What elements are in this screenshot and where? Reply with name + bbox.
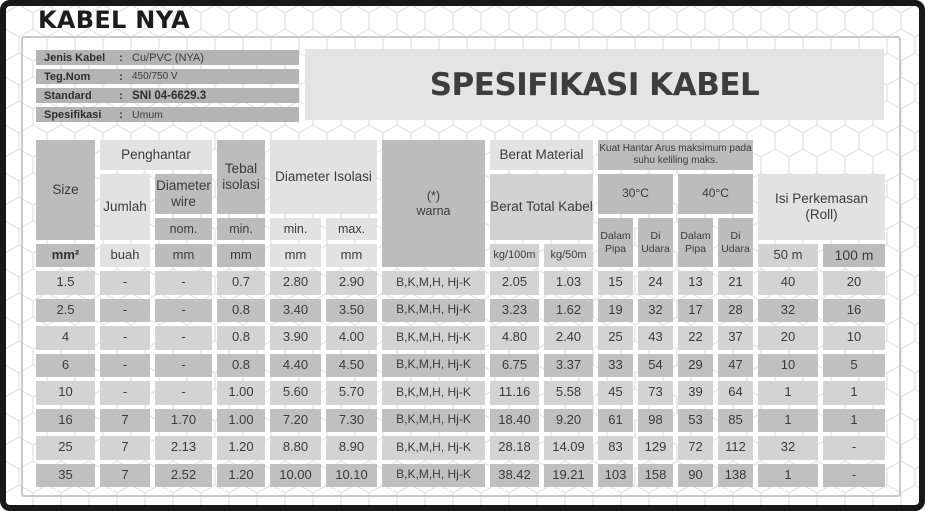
table-cell: 33 (598, 354, 633, 378)
table-cell: 83 (598, 436, 633, 460)
unit-mm-nom: mm (155, 244, 212, 267)
info-label: Jenis Kabel (44, 51, 106, 64)
unit-kg-100m: kg/100m (490, 244, 539, 267)
info-separator: : (119, 108, 123, 121)
table-cell: 2.5 (36, 299, 95, 323)
info-separator: : (119, 70, 123, 83)
table-cell: B,K,M,H, Hj-K (382, 464, 485, 488)
table-cell: 15 (598, 271, 633, 295)
header-nom: nom. (155, 218, 212, 240)
table-cell: 20 (758, 326, 818, 350)
table-cell: 7 (100, 464, 150, 488)
table-cell: 5.70 (326, 381, 377, 405)
table-cell: 1.00 (217, 381, 265, 405)
header-isi-perkemasan-line2: (Roll) (805, 207, 838, 222)
table-cell: 1.20 (217, 464, 265, 488)
table-cell: - (823, 436, 885, 460)
table-cell: 10 (823, 326, 885, 350)
table-cell: 10 (758, 354, 818, 378)
unit-roll-100m: 100 m (823, 244, 885, 267)
table-cell: 4.50 (326, 354, 377, 378)
table-cell: 22 (678, 326, 713, 350)
table-cell: 5.60 (270, 381, 321, 405)
table-cell: 4.00 (326, 326, 377, 350)
table-cell: 7 (100, 436, 150, 460)
table-cell: 10.00 (270, 464, 321, 488)
info-value: 450/750 V (132, 71, 178, 82)
header-40c: 40°C (678, 174, 753, 214)
info-value: Umum (132, 108, 163, 121)
table-cell: 0.7 (217, 271, 265, 295)
table-cell: - (823, 464, 885, 488)
unit-size-mm2: mm² (36, 244, 95, 267)
table-cell: B,K,M,H, Hj-K (382, 354, 485, 378)
table-cell: 1.70 (155, 409, 212, 433)
header-diameter-wire: Diameter wire (155, 174, 212, 214)
info-label: Standard (44, 89, 92, 102)
table-cell: 54 (638, 354, 673, 378)
header-kuat-hantar-arus: Kuat Hantar Arus maksimum pada suhu keliling maks. (598, 140, 753, 170)
header-tebal-isolasi: Tebal isolasi (217, 140, 265, 214)
table-cell: - (155, 299, 212, 323)
table-cell: 16 (36, 409, 95, 433)
table-cell: 2.80 (270, 271, 321, 295)
table-cell: 73 (638, 381, 673, 405)
table-cell: 4 (36, 326, 95, 350)
table-cell: 3.40 (270, 299, 321, 323)
table-cell: 2.52 (155, 464, 212, 488)
table-cell: - (155, 326, 212, 350)
header-warna-label: warna (416, 203, 451, 218)
header-di-udara-30: Di Udara (638, 218, 673, 267)
table-cell: 158 (638, 464, 673, 488)
header-warna (382, 140, 485, 267)
table-cell: 72 (678, 436, 713, 460)
table-cell: 103 (598, 464, 633, 488)
table-cell: 0.8 (217, 354, 265, 378)
spec-table (36, 140, 885, 487)
unit-mm-max: mm (326, 244, 377, 267)
table-cell: 18.40 (490, 409, 539, 433)
header-isi-perkemasan (758, 174, 885, 240)
info-row-jenis-kabel (36, 50, 299, 65)
table-cell: 39 (678, 381, 713, 405)
table-cell: 7 (100, 409, 150, 433)
table-cell: 3.90 (270, 326, 321, 350)
table-cell: 32 (638, 299, 673, 323)
table-cell: 1.03 (544, 271, 593, 295)
table-cell: 7.30 (326, 409, 377, 433)
table-cell: 17 (678, 299, 713, 323)
table-cell: 38.42 (490, 464, 539, 488)
info-separator: : (119, 89, 123, 102)
table-cell: - (100, 326, 150, 350)
table-cell: 28.18 (490, 436, 539, 460)
table-cell: 9.20 (544, 409, 593, 433)
table-cell: 25 (598, 326, 633, 350)
header-jumlah: Jumlah (100, 174, 150, 240)
table-cell: 2.13 (155, 436, 212, 460)
table-cell: 7.20 (270, 409, 321, 433)
table-cell: 5 (823, 354, 885, 378)
table-cell: B,K,M,H, Hj-K (382, 436, 485, 460)
table-cell: 129 (638, 436, 673, 460)
cable-info-block (36, 50, 299, 126)
table-cell: 90 (678, 464, 713, 488)
table-cell: B,K,M,H, Hj-K (382, 381, 485, 405)
table-cell: 1 (823, 409, 885, 433)
info-label: Spesifikasi (44, 108, 102, 121)
unit-roll-50m: 50 m (758, 244, 818, 267)
table-cell: 85 (718, 409, 753, 433)
table-cell: 5.58 (544, 381, 593, 405)
table-cell: 2.05 (490, 271, 539, 295)
table-cell: - (155, 271, 212, 295)
table-cell: 28 (718, 299, 753, 323)
table-cell: 21 (718, 271, 753, 295)
table-cell: B,K,M,H, Hj-K (382, 299, 485, 323)
table-cell: 11.16 (490, 381, 539, 405)
header-diameter-isolasi: Diameter Isolasi (270, 140, 377, 214)
header-min-tebal: min. (217, 218, 265, 240)
table-cell: 24 (638, 271, 673, 295)
header-berat-total-kabel: Berat Total Kabel (490, 174, 593, 240)
table-cell: B,K,M,H, Hj-K (382, 409, 485, 433)
header-dalam-pipa-30: Dalam Pipa (598, 218, 633, 267)
table-cell: - (155, 354, 212, 378)
table-cell: 20 (823, 271, 885, 295)
table-cell: 19.21 (544, 464, 593, 488)
header-berat-material: Berat Material (490, 140, 593, 170)
table-cell: 1.5 (36, 271, 95, 295)
table-cell: 35 (36, 464, 95, 488)
spec-title-box (305, 49, 884, 120)
unit-kg-50m: kg/50m (544, 244, 593, 267)
table-cell: 2.40 (544, 326, 593, 350)
table-cell: - (100, 381, 150, 405)
table-cell: 1 (758, 409, 818, 433)
table-cell: 1 (758, 381, 818, 405)
table-cell: 10.10 (326, 464, 377, 488)
table-cell: - (155, 381, 212, 405)
table-cell: 64 (718, 381, 753, 405)
table-cell: 8.90 (326, 436, 377, 460)
header-dalam-pipa-40: Dalam Pipa (678, 218, 713, 267)
table-cell: B,K,M,H, Hj-K (382, 326, 485, 350)
page-title: KABEL NYA (38, 6, 190, 34)
info-label: Teg.Nom (44, 70, 91, 83)
table-cell: 3.23 (490, 299, 539, 323)
table-cell: 8.80 (270, 436, 321, 460)
table-cell: 10 (36, 381, 95, 405)
header-di-udara-40: Di Udara (718, 218, 753, 267)
unit-mm-min: mm (270, 244, 321, 267)
table-cell: 32 (758, 299, 818, 323)
table-cell: 37 (718, 326, 753, 350)
table-cell: - (100, 299, 150, 323)
table-cell: 1 (823, 381, 885, 405)
header-max-diameter: max. (326, 218, 377, 240)
table-cell: 6.75 (490, 354, 539, 378)
table-cell: 3.37 (544, 354, 593, 378)
table-cell: 13 (678, 271, 713, 295)
table-cell: 138 (718, 464, 753, 488)
table-cell: - (100, 354, 150, 378)
table-cell: 45 (598, 381, 633, 405)
table-cell: - (100, 271, 150, 295)
info-row-spesifikasi (36, 107, 299, 122)
header-min-diameter: min. (270, 218, 321, 240)
table-cell: 1.00 (217, 409, 265, 433)
table-cell: 0.8 (217, 326, 265, 350)
spec-title: SPESIFIKASI KABEL (429, 66, 760, 103)
table-cell: 40 (758, 271, 818, 295)
header-size: Size (36, 140, 95, 240)
unit-buah: buah (100, 244, 150, 267)
table-cell: 25 (36, 436, 95, 460)
table-cell: 98 (638, 409, 673, 433)
table-cell: 53 (678, 409, 713, 433)
header-30c: 30°C (598, 174, 673, 214)
table-cell: 6 (36, 354, 95, 378)
table-cell: 1.20 (217, 436, 265, 460)
info-row-standard (36, 88, 299, 103)
table-cell: 4.40 (270, 354, 321, 378)
header-warna-mark: (*) (426, 189, 441, 204)
table-cell: 16 (823, 299, 885, 323)
info-row-teg-nom (36, 69, 299, 84)
table-cell: 4.80 (490, 326, 539, 350)
info-value: SNI 04-6629.3 (132, 89, 207, 102)
table-cell: 29 (678, 354, 713, 378)
table-cell: 43 (638, 326, 673, 350)
table-cell: 3.50 (326, 299, 377, 323)
table-cell: 0.8 (217, 299, 265, 323)
table-cell: B,K,M,H, Hj-K (382, 271, 485, 295)
table-cell: 112 (718, 436, 753, 460)
info-separator: : (119, 51, 123, 64)
table-cell: 1 (758, 464, 818, 488)
table-cell: 32 (758, 436, 818, 460)
table-cell: 14.09 (544, 436, 593, 460)
table-cell: 47 (718, 354, 753, 378)
info-value: Cu/PVC (NYA) (132, 51, 204, 64)
table-cell: 1.62 (544, 299, 593, 323)
header-penghantar: Penghantar (100, 140, 212, 170)
table-cell: 61 (598, 409, 633, 433)
unit-mm-tebal: mm (217, 244, 265, 267)
table-cell: 19 (598, 299, 633, 323)
table-cell: 2.90 (326, 271, 377, 295)
header-isi-perkemasan-line1: Isi Perkemasan (774, 191, 869, 207)
